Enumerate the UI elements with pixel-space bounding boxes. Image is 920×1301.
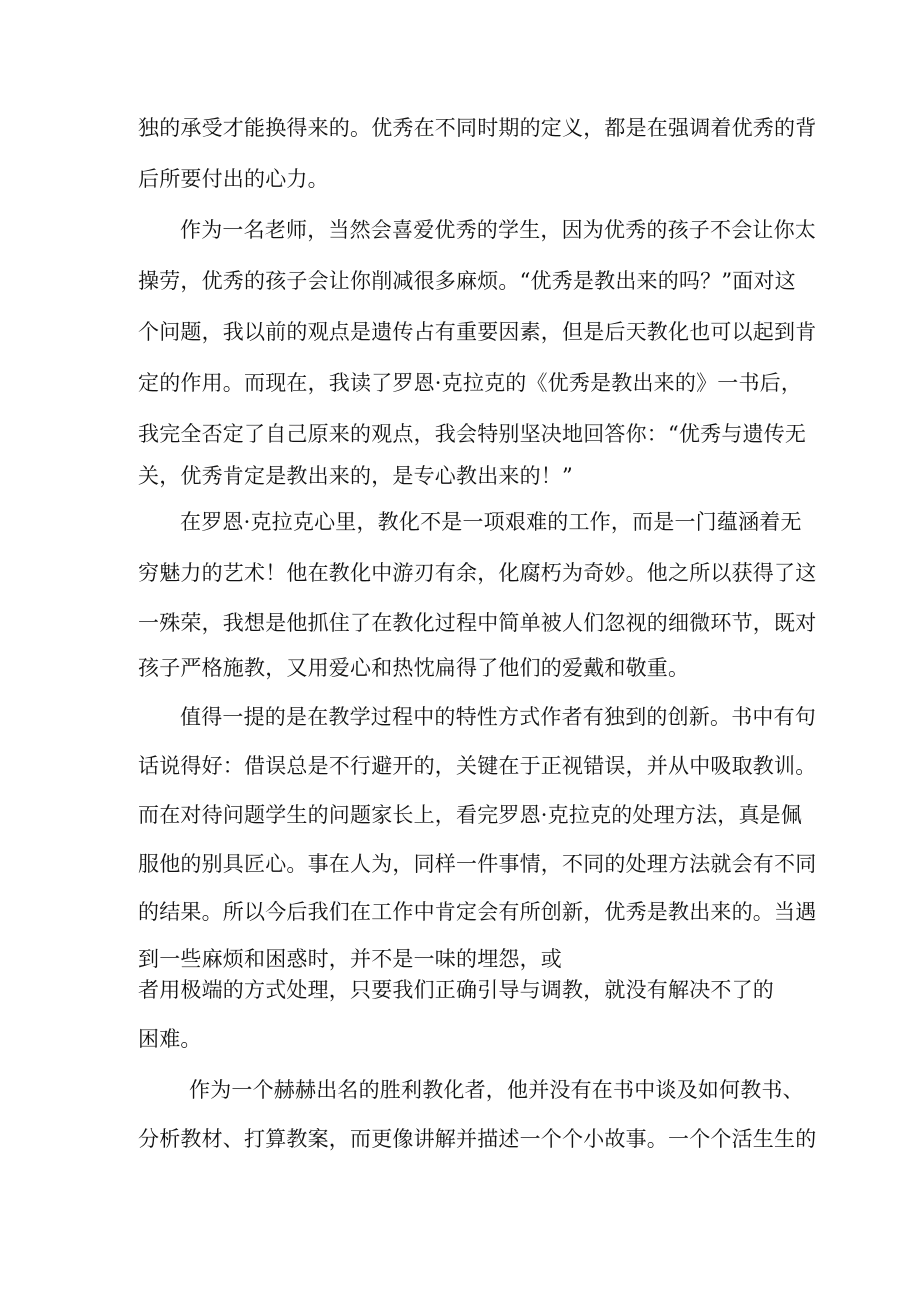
text-line: 个问题，我以前的观点是遗传占有重要因素，但是后天教化也可以起到肯 xyxy=(138,320,817,344)
text-line: 话说得好：借误总是不行避开的，关键在于正视错误，并从中吸取教训。 xyxy=(138,754,817,778)
text-line: 分析教材、打算教案，而更像讲解并描述一个个小故事。一个个活生生的 xyxy=(138,1127,817,1151)
text-line: 困难。 xyxy=(138,1027,202,1051)
text-line: 穷魅力的艺术！他在教化中游刃有余，化腐朽为奇妙。他之所以获得了这 xyxy=(138,561,817,585)
text-line: 关，优秀肯定是教出来的，是专心教出来的！” xyxy=(138,464,573,488)
text-line: 服他的别具匠心。事在人为，同样一件事情，不同的处理方法就会有不同 xyxy=(138,852,817,876)
text-line: 后所要付出的心力。 xyxy=(138,167,329,191)
text-line: 我完全否定了自己原来的观点，我会特别坚决地回答你：“优秀与遗传无 xyxy=(138,422,807,446)
text-line: 而在对待问题学生的问题家长上，看完罗恩·克拉克的处理方法，真是佩 xyxy=(138,803,803,827)
text-line: 到一些麻烦和困惑时，并不是一味的埋怨，或 xyxy=(138,947,562,971)
text-line: 操劳，优秀的孩子会让你削减很多麻烦。“优秀是教出来的吗？”面对这 xyxy=(138,269,796,293)
paragraph-start-line: 作为一个赫赫出名的胜利教化者，他并没有在书中谈及如何教书、 xyxy=(189,1078,804,1102)
paragraph-start-line: 作为一名老师，当然会喜爱优秀的学生，因为优秀的孩子不会让你太 xyxy=(180,218,816,242)
paragraph-start-line: 在罗恩·克拉克心里，教化不是一项艰难的工作，而是一门蕴涵着无 xyxy=(180,510,802,534)
text-line: 定的作用。而现在，我读了罗恩·克拉克的《优秀是教出来的》一书后， xyxy=(138,371,803,395)
text-line: 孩子严格施教，又用爱心和热忱扁得了他们的爱戴和敬重。 xyxy=(138,656,690,680)
text-line: 的结果。所以今后我们在工作中肯定会有所创新，优秀是教出来的。当遇 xyxy=(138,900,817,924)
text-line: 一殊荣，我想是他抓住了在教化过程中简单被人们忽视的细微环节，既对 xyxy=(138,611,817,635)
paragraph-start-line: 值得一提的是在教学过程中的特性方式作者有独到的创新。书中有句 xyxy=(180,705,816,729)
text-line: 者用极端的方式处理，只要我们正确引导与调教，就没有解决不了的 xyxy=(138,978,774,1002)
text-line: 独的承受才能换得来的。优秀在不同时期的定义，都是在强调着优秀的背 xyxy=(138,116,817,140)
